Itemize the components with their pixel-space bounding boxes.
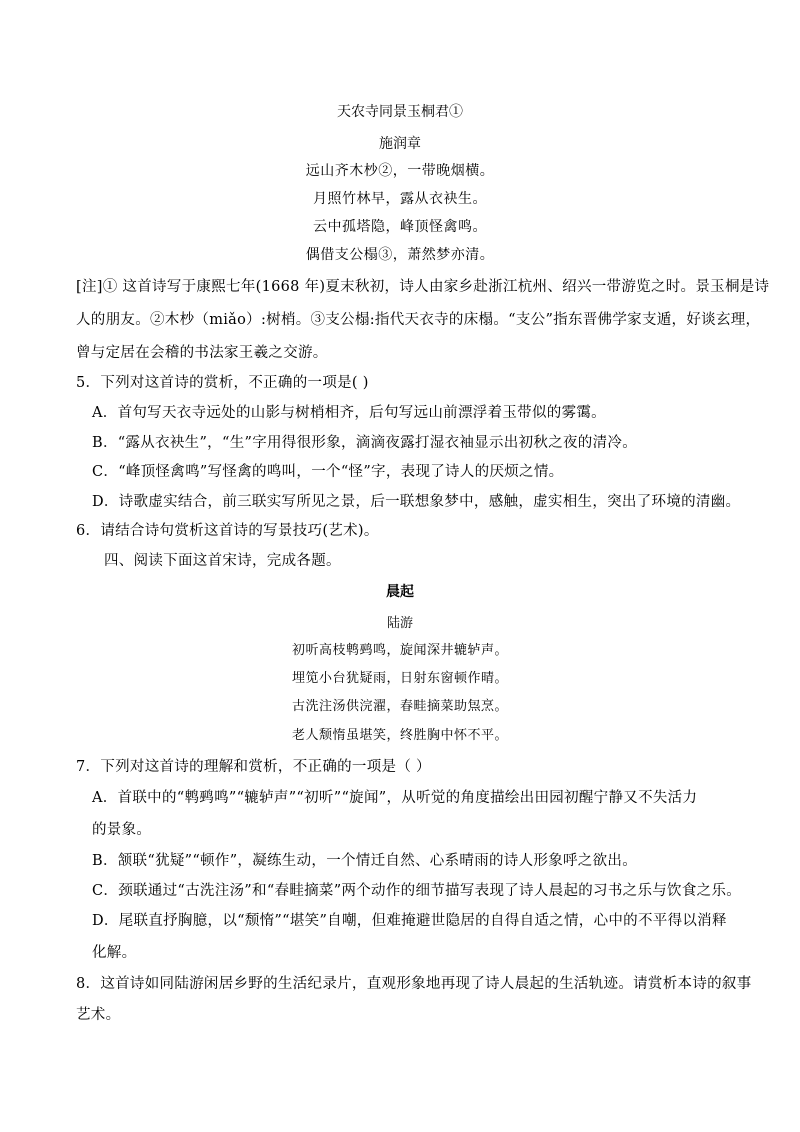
question-5-option-a: A．首句写天衣寺远处的山影与树梢相齐，后句写远山前漂浮着玉带似的雾霭。 <box>92 405 606 421</box>
poem2-line: 古洗注汤供浣濯，春畦摘菜助炰烹。 <box>291 699 508 714</box>
question-7-stem: 7．下列对这首诗的理解和赏析，不正确的一项是（ ） <box>76 759 431 775</box>
poem1-line: 云中孤塔隐，峰顶怪禽鸣。 <box>313 219 487 235</box>
poem1-title: 天农寺同景玉桐君① <box>337 104 463 120</box>
question-5-stem: 5．下列对这首诗的赏析，不正确的一项是( ) <box>76 375 369 391</box>
poem1-line: 远山齐木杪②，一带晚烟横。 <box>305 163 495 179</box>
question-7-option-b: B．颔联“犹疑”“顿作”，凝练生动，一个情迁自然、心系晴雨的诗人形象呼之欲出。 <box>92 853 638 869</box>
poem2-line: 老人颓惰虽堪笑，终胜胸中怀不平。 <box>291 728 508 743</box>
question-5-option-c: C．“峰顶怪禽鸣”写怪禽的鸣叫，一个“怪”字，表现了诗人的厌烦之情。 <box>92 464 564 480</box>
question-7-option-c: C．颈联通过“古洗注汤”和“春畦摘菜”两个动作的细节描写表现了诗人晨起的习书之乐与饮食之乐。 <box>92 883 742 899</box>
note-line: [注]① 这首诗写于康熙七年(1668 年)夏末秋初，诗人由家乡赴浙江杭州、绍兴一带游览之时。景玉桐是诗 <box>76 279 770 295</box>
section-4-heading: 四、阅读下面这首宋诗，完成各题。 <box>104 553 341 569</box>
question-7-option-d: D．尾联直抒胸臆，以“颓惰”“堪笑”自嘲，但难掩避世隐居的自得自适之情，心中的不平得以消释 <box>92 913 727 929</box>
question-8-stem-cont: 艺术。 <box>76 1007 121 1023</box>
question-7-option-a: A．首联中的“鹎鹀鸣”“辘轳声”“初听”“旋闻”，从听觉的角度描绘出田园初醒宁静又不失活力 <box>92 790 698 806</box>
poem1-line: 月照竹林早，露从衣袂生。 <box>313 191 487 207</box>
question-8-stem: 8．这首诗如同陆游闲居乡野的生活纪录片，直观形象地再现了诗人晨起的生活轨迹。请赏析本诗的叙事 <box>76 976 752 992</box>
question-7-option-d-cont: 化解。 <box>92 945 137 961</box>
question-5-option-d: D．诗歌虚实结合，前三联实写所见之景，后一联想象梦中，感触，虚实相生，突出了环境的清幽。 <box>92 494 741 510</box>
note-line: 曾与定居在会稽的书法家王羲之交游。 <box>76 345 328 361</box>
poem1-line: 偶借支公榻③，萧然梦亦清。 <box>305 247 495 263</box>
question-5-option-b: B．“露从衣袂生”，“生”字用得很形象，滴滴夜露打湿衣袖显示出初秋之夜的清冷。 <box>92 435 638 451</box>
poem1-author: 施润章 <box>379 136 421 152</box>
poem2-line: 初听高枝鹎鹀鸣，旋闻深井辘轳声。 <box>291 643 508 658</box>
poem2-author: 陆游 <box>386 616 413 631</box>
poem2-line: 埋笕小台犹疑雨，日射东窗顿作晴。 <box>291 671 508 686</box>
question-7-option-a-cont: 的景象。 <box>92 822 152 838</box>
poem2-title: 晨起 <box>386 584 414 600</box>
note-line: 人的朋友。②木杪（miǎo）:树梢。③支公榻:指代天衣寺的床榻。“支公”指东晋佛学家支遁，好谈玄理， <box>76 312 761 328</box>
question-6-stem: 6．请结合诗句赏析这首诗的写景技巧(艺术)。 <box>76 523 379 539</box>
